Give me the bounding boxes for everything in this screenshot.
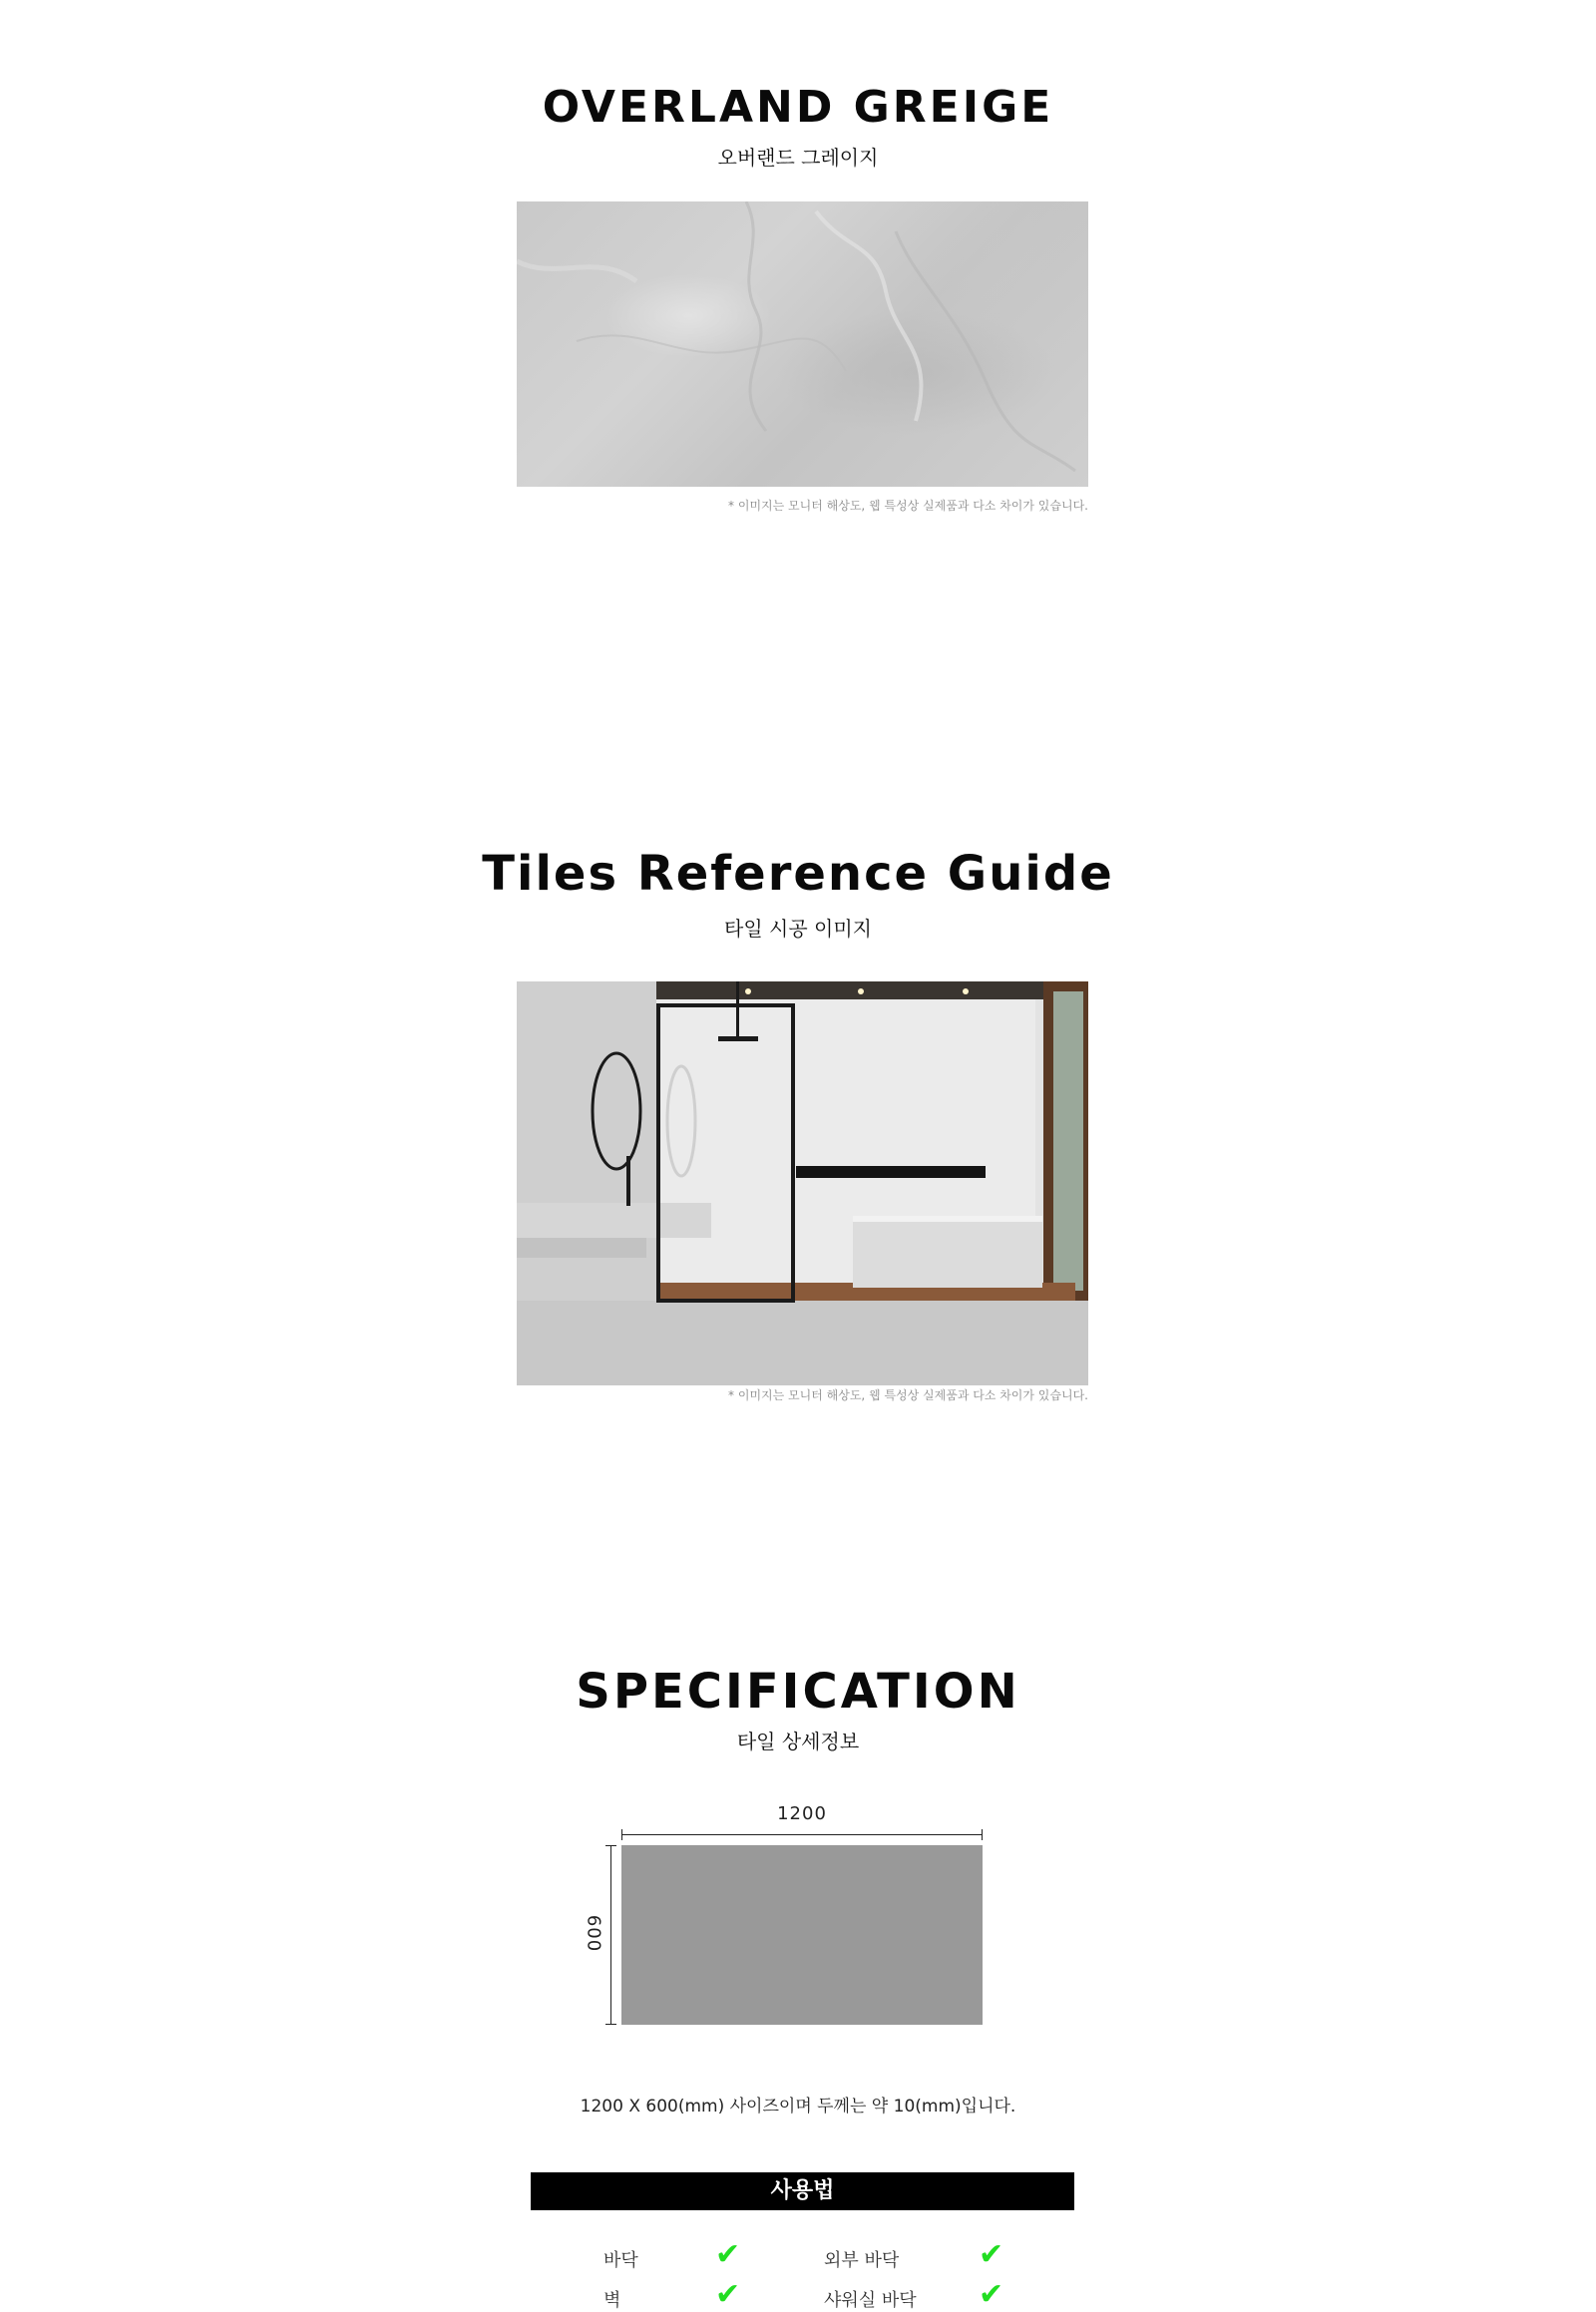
- reference-image-note: * 이미지는 모니터 해상도, 웹 특성상 실제품과 다소 차이가 있습니다.: [728, 1388, 1088, 1402]
- width-dimension-cap-left: [621, 1829, 622, 1840]
- tile-size-diagram: [621, 1845, 983, 2025]
- height-dimension-label: 600: [583, 1914, 604, 1953]
- reference-title: Tiles Reference Guide: [482, 846, 1114, 902]
- usage-outdoor-floor-label: 외부 바닥: [824, 2250, 900, 2271]
- size-description: 1200 X 600(mm) 사이즈이며 두께는 약 10(mm)입니다.: [580, 2097, 1016, 2117]
- usage-shower-floor-label: 샤워실 바닥: [824, 2290, 917, 2311]
- bathroom-reference-image: [517, 981, 1088, 1385]
- product-image-note: * 이미지는 모니터 해상도, 웹 특성상 실제품과 다소 차이가 있습니다.: [728, 499, 1088, 513]
- usage-header: 사용법: [531, 2172, 1074, 2210]
- usage-floor-check-icon: ✔: [715, 2237, 741, 2272]
- usage-wall-check-icon: ✔: [715, 2277, 741, 2312]
- height-dimension-cap-top: [605, 1845, 616, 1846]
- specification-subtitle: 타일 상세정보: [736, 1730, 860, 1753]
- height-dimension-cap-bottom: [605, 2024, 616, 2025]
- tile-texture-image: [517, 201, 1088, 487]
- width-dimension-label: 1200: [777, 1803, 827, 1824]
- usage-floor-label: 바닥: [603, 2250, 638, 2271]
- usage-shower-floor-check-icon: ✔: [979, 2277, 1004, 2312]
- reference-subtitle: 타일 시공 이미지: [724, 917, 872, 941]
- usage-outdoor-floor-check-icon: ✔: [979, 2237, 1004, 2272]
- usage-wall-label: 벽: [603, 2290, 621, 2311]
- height-dimension-line: [610, 1845, 611, 2025]
- specification-title: SPECIFICATION: [576, 1664, 1020, 1720]
- width-dimension-cap-right: [982, 1829, 983, 1840]
- width-dimension-line: [621, 1834, 983, 1835]
- product-subtitle: 오버랜드 그레이지: [717, 146, 879, 170]
- product-title: OVERLAND GREIGE: [542, 82, 1054, 133]
